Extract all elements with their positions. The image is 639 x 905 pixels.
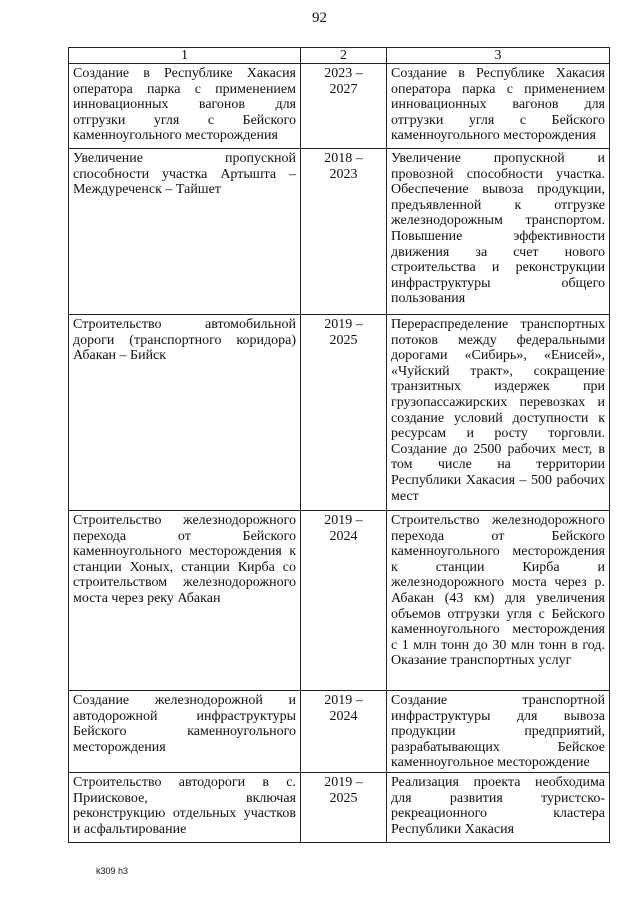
project-cell: Создание железнодорожной и автодорожной инфраструктуры Бейского каменноугольного месторождения	[69, 691, 301, 773]
table-row	[69, 773, 610, 843]
effect-cell: Реализация проекта необходима для развития туристско-рекреационного кластера Республики Хакасия	[387, 773, 610, 843]
effect-cell: Создание транспортной инфраструктуры для вывоза продукции предприятий, разрабатывающих Бейское каменноугольное месторождение	[387, 691, 610, 773]
table-header-row	[69, 48, 610, 64]
period-cell: 2019 – 2025	[301, 773, 387, 843]
project-cell: Строительство автомобильной дороги (транспортного коридора) Абакан – Бийск	[69, 315, 301, 511]
period-cell: 2019 – 2024	[301, 691, 387, 773]
effect-cell: Перераспределение транспортных потоков между федеральными дорогами «Сибирь», «Енисей», «Чуйский тракт», сокращение транзитных издержек при грузопассажирских перевозках и создание условий доступности к ресурсам и росту торговли. Создание до 2500 рабочих мест, в том числе на территории Республики Хакасия – 500 рабочих мест	[387, 315, 610, 511]
page-number: 92	[312, 10, 327, 26]
period-cell: 2023 – 2027	[301, 64, 387, 149]
project-cell: Строительство автодороги в с. Приисковое, включая реконструкцию отдельных участков и асфальтирование	[69, 773, 301, 843]
table-row	[69, 64, 610, 149]
table-row	[69, 149, 610, 315]
period-cell: 2018 – 2023	[301, 149, 387, 315]
effect-cell: Создание в Республике Хакасия оператора парка с применением инновационных вагонов для отгрузки угля с Бейского каменноугольного месторождения	[387, 64, 610, 149]
period-cell: 2019 – 2024	[301, 511, 387, 691]
column-header-2: 2	[301, 48, 387, 64]
effect-cell: Строительство железнодорожного перехода от Бейского каменноугольного месторождения к станции Кирба и железнодорожного моста через р. Абакан (43 км) для увеличения объемов отгрузки угля с Бейского каменноугольного месторождения с 1 млн тонн до 30 млн тонн в год. Оказание транспортных услуг	[387, 511, 610, 691]
table-row	[69, 511, 610, 691]
project-cell: Создание в Республике Хакасия оператора парка с применением инновационных вагонов для отгрузки угля с Бейского каменноугольного месторождения	[69, 64, 301, 149]
document-code: k309 h3	[96, 866, 129, 876]
project-cell: Увеличение пропускной способности участка Артышта – Междуреченск – Тайшет	[69, 149, 301, 315]
column-header-1: 1	[69, 48, 301, 64]
project-cell: Строительство железнодорожного перехода от Бейского каменноугольного месторождения к станции Хоных, станции Кирба со строительством железнодорожного моста через реку Абакан	[69, 511, 301, 691]
column-header-3: 3	[387, 48, 610, 64]
period-cell: 2019 – 2025	[301, 315, 387, 511]
projects-table	[68, 47, 610, 843]
effect-cell: Увеличение пропускной и провозной способности участка. Обеспечение вывоза продукции, предъявленной к отгрузке железнодорожным транспортом. Повышение эффективности движения за счет нового строительства и реконструкции инфраструктуры общего пользования	[387, 149, 610, 315]
table-row	[69, 691, 610, 773]
table-row	[69, 315, 610, 511]
